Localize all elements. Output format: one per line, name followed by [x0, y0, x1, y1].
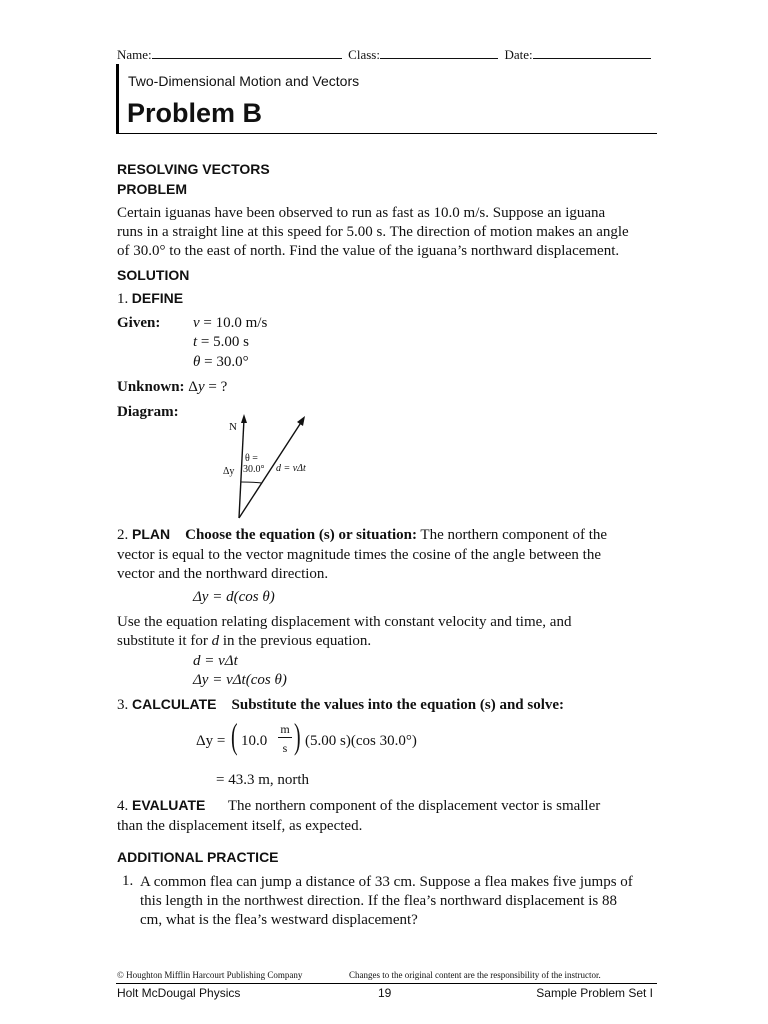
unknown-label: Unknown:	[117, 379, 185, 395]
step-label: PLAN	[132, 526, 171, 542]
step-number: 4.	[117, 798, 129, 814]
step-label: EVALUATE	[132, 797, 206, 813]
page-number: 19	[378, 986, 392, 1000]
calculate-heading	[117, 696, 564, 714]
name-label: Name:	[117, 47, 152, 62]
problem-set-name: Sample Problem Set I	[536, 986, 653, 1000]
theta-label: θ =	[245, 453, 258, 464]
plan-equation: Δy = d(cos θ)	[193, 589, 275, 605]
angle-arc	[241, 482, 262, 483]
given-item: θ = 30.0°	[193, 354, 249, 370]
plan-text: vector is equal to the vector magnitude times the cosine of the angle between the	[117, 547, 601, 563]
unit-numerator: m	[278, 722, 292, 738]
given-item: t = 5.00 s	[193, 334, 249, 350]
problem-line: Certain iguanas have been observed to run as fast as 10.0 m/s. Suppose an iguana	[117, 205, 606, 221]
evaluate-line1	[117, 797, 600, 815]
equation-lhs: Δy =	[196, 733, 226, 749]
equation-rest: (5.00 s)(cos 30.0°)	[305, 733, 417, 749]
given-item: v = 10.0 m/s	[193, 315, 268, 331]
displacement-arrowhead	[297, 416, 305, 426]
plan-line1	[117, 526, 607, 544]
plan-text: substitute it for d in the previous equation.	[117, 633, 372, 649]
problem-text	[117, 204, 657, 261]
north-label: N	[229, 421, 237, 433]
date-label: Date:	[504, 47, 533, 62]
practice-number: 1.	[122, 873, 134, 889]
d-label: d = vΔt	[276, 463, 306, 474]
right-paren: )	[294, 716, 301, 756]
define-heading	[117, 290, 183, 308]
changes-notice: Changes to the original content are the responsibility of the instructor.	[349, 970, 601, 980]
step-number: 2.	[117, 527, 129, 543]
evaluate-text: The northern component of the displacement vector is smaller	[227, 798, 601, 814]
problem-line: runs in a straight line at this speed for 5.00 s. The direction of motion makes an angle	[117, 224, 629, 240]
section-heading-additional: ADDITIONAL PRACTICE	[117, 849, 279, 865]
name-field[interactable]	[152, 46, 342, 59]
problem-line: of 30.0° to the east of north. Find the value of the iguana’s northward displacement.	[117, 243, 620, 259]
chapter-title: Two-Dimensional Motion and Vectors	[128, 73, 360, 89]
section-heading-solution: SOLUTION	[117, 267, 190, 283]
north-arrowhead	[241, 414, 247, 423]
student-info-line	[117, 46, 657, 63]
given-label: Given:	[117, 315, 161, 331]
unknown-row: Unknown: Δy = ?	[117, 379, 228, 395]
step-label: CALCULATE	[132, 696, 217, 712]
dy-label: Δy	[223, 466, 235, 477]
unit-denominator: s	[282, 741, 288, 755]
plan-text: vector and the northward direction.	[117, 566, 329, 582]
plan-instruction: Choose the equation (s) or situation:	[185, 527, 417, 543]
section-heading-resolving: RESOLVING VECTORS	[117, 161, 270, 177]
section-heading-problem: PROBLEM	[117, 181, 187, 197]
step-number: 1.	[117, 291, 129, 307]
date-field[interactable]	[533, 46, 651, 59]
theta-value: 30.0°	[243, 464, 265, 475]
diagram-label: Diagram:	[117, 404, 179, 420]
calculate-instruction: Substitute the values into the equation (s) and solve:	[231, 697, 565, 713]
left-paren: (	[231, 716, 238, 756]
page-title: Problem B	[127, 98, 263, 128]
plan-equation: Δy = vΔt(cos θ)	[193, 672, 287, 688]
plan-text: The northern component of the	[416, 527, 608, 543]
book-title: Holt McDougal Physics	[117, 986, 241, 1000]
calculation-equation	[196, 718, 456, 766]
copyright-notice: © Houghton Mifflin Harcourt Publishing Company	[117, 970, 303, 980]
plan-text: Use the equation relating displacement with constant velocity and time, and	[117, 614, 572, 630]
calculation-result: = 43.3 m, north	[216, 772, 310, 788]
class-field[interactable]	[380, 46, 498, 59]
equation-value: 10.0	[241, 733, 268, 749]
vector-diagram	[215, 410, 325, 525]
step-number: 3.	[117, 697, 129, 713]
class-label: Class:	[348, 47, 380, 62]
title-block	[116, 64, 657, 134]
practice-question: A common flea can jump a distance of 33 cm. Suppose a flea makes five jumps of this length in the northwest direction. If the flea’s northward displacement is 88 cm, what is the flea’s westward displacement?	[140, 874, 633, 928]
step-label: DEFINE	[131, 290, 184, 306]
plan-equation: d = vΔt	[193, 653, 238, 669]
footer-rule	[116, 983, 657, 984]
evaluate-text: than the displacement itself, as expected.	[117, 818, 363, 834]
